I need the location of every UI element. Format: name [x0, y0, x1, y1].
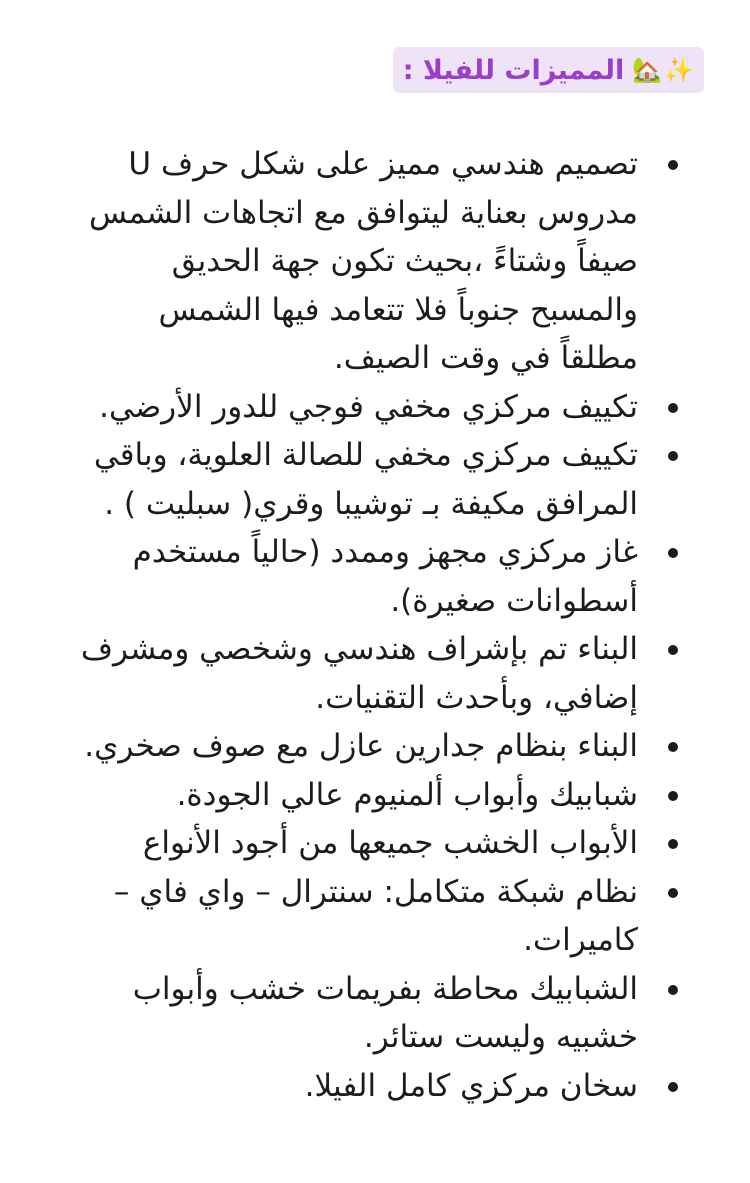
list-item — [76, 965, 686, 1062]
list-item — [76, 140, 686, 383]
list-item-text: البناء بنظام جدارين عازل مع صوف صخري. — [84, 728, 638, 764]
house-icon: 🏡 — [632, 56, 663, 84]
list-item-text: غاز مركزي مجهز وممدد (حالياً مستخدم أسطوانات صغيرة). — [132, 534, 638, 619]
features-list — [76, 140, 686, 1110]
list-item — [76, 868, 686, 965]
list-item-text: تصميم هندسي مميز على شكل حرف U مدروس بعناية ليتوافق مع اتجاهات الشمس صيفاً وشتاءً ،بحيث تكون جهة الحديق والمسبح جنوباً فلا تتعامد فيها الشمس مطلقاً في وقت الصيف. — [89, 146, 638, 376]
list-item-text: الأبواب الخشب جميعها من أجود الأنواع — [142, 825, 638, 861]
section-header — [393, 47, 704, 93]
list-item — [76, 1062, 686, 1111]
list-item — [76, 625, 686, 722]
list-item-text: تكييف مركزي مخفي فوجي للدور الأرضي. — [99, 388, 638, 425]
bullet-icon — [668, 742, 678, 752]
bullet-icon — [668, 451, 678, 461]
list-item-text: نظام شبكة متكامل: سنترال – واي فاي – كاميرات. — [113, 873, 638, 958]
list-item — [76, 383, 686, 432]
list-item — [76, 819, 686, 868]
list-item — [76, 722, 686, 771]
bullet-icon — [668, 548, 678, 558]
bullet-icon — [668, 1082, 678, 1092]
list-item-text: شبابيك وأبواب ألمنيوم عالي الجودة. — [176, 776, 638, 813]
list-item — [76, 431, 686, 528]
list-item-text: البناء تم بإشراف هندسي وشخصي ومشرف إضافي، وبأحدث التقنيات. — [80, 631, 638, 716]
section-title: المميزات للفيلا : — [402, 54, 625, 86]
sparkles-icon: ✨ — [664, 56, 694, 84]
list-item-text: الشبابيك محاطة بفريمات خشب وأبواب خشبيه وليست ستائر. — [132, 970, 638, 1055]
list-item — [76, 771, 686, 820]
bullet-icon — [668, 403, 678, 413]
list-item-text: تكييف مركزي مخفي للصالة العلوية، وباقي المرافق مكيفة بـ توشيبا وقري( سبليت ) . — [93, 437, 638, 522]
bullet-icon — [668, 985, 678, 995]
bullet-icon — [668, 160, 678, 170]
bullet-icon — [668, 791, 678, 801]
list-item-text: سخان مركزي كامل الفيلا. — [304, 1067, 638, 1104]
bullet-icon — [668, 839, 678, 849]
list-item — [76, 528, 686, 625]
bullet-icon — [668, 888, 678, 898]
bullet-icon — [668, 645, 678, 655]
